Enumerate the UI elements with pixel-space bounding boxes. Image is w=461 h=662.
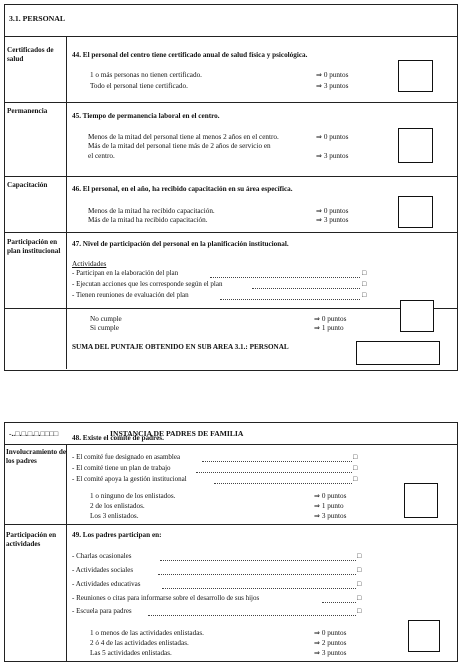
option-points: ⇒ 3 puntos [314, 512, 347, 520]
activity-item: - El comité fue designado en asamblea [72, 453, 181, 461]
option-text: 2 de los enlistados. [90, 502, 145, 510]
option-text: Más de la mitad ha recibido capacitación. [88, 216, 208, 224]
score-box-47[interactable] [400, 300, 434, 332]
checkbox[interactable]: □ [353, 475, 358, 483]
checkbox[interactable]: □ [362, 269, 367, 277]
label-involucramiento: Involucramiento de los padres [6, 448, 67, 465]
score-box-44[interactable] [398, 60, 433, 92]
option-points: ⇒ 3 puntos [314, 649, 347, 657]
score-box-45[interactable] [398, 128, 433, 163]
option-points: ⇒ 0 puntos [314, 315, 347, 323]
sum-label: SUMA DEL PUNTAJE OBTENIDO EN SUB AREA 3.1.: PERSONAL [72, 343, 289, 351]
padres-header: INSTANCIA DE PADRES DE FAMILIA [110, 429, 244, 438]
option-points: ⇒ 0 puntos [316, 133, 349, 141]
option-text: Los 3 enlistados. [90, 512, 139, 520]
score-box-48[interactable] [404, 483, 438, 518]
option-text: Las 5 actividades enlistadas. [90, 649, 172, 657]
checkbox[interactable]: □ [357, 566, 362, 574]
option-points: ⇒ 0 puntos [314, 492, 347, 500]
label-participacion-plan: Participación en plan institucional [7, 238, 61, 255]
activity-item: - Escuela para padres [72, 607, 132, 615]
padres-header-code: -..□.□.□.□.□□□□ [9, 429, 59, 438]
score-box-49[interactable] [408, 620, 440, 652]
option-text: Todo el personal tiene certificado. [90, 82, 188, 90]
question-49: 49. Los padres participan en: [72, 531, 162, 539]
option-points: ⇒ 1 punto [314, 324, 344, 332]
option-text: 2 ó 4 de las actividades enlistadas. [90, 639, 189, 647]
activity-item: - Actividades sociales [72, 566, 134, 574]
option-text: el centro. [88, 152, 115, 160]
label-certificados: Certificados de salud [7, 46, 54, 63]
question-47: 47. Nivel de participación del personal en la planificación institucional. [72, 240, 289, 248]
checkbox[interactable]: □ [357, 552, 362, 560]
activity-item: - El comité apoya la gestión institucional [72, 475, 187, 483]
activity-item: - Reuniones o citas para informarse sobre el desarrollo de sus hijos [72, 594, 260, 602]
option-text: 1 o menos de las actividades enlistadas. [90, 629, 204, 637]
option-text: No cumple [90, 315, 122, 323]
activity-item: - Tienen reuniones de evaluación del plan [72, 291, 189, 299]
option-points: ⇒ 0 puntos [316, 207, 349, 215]
option-points: ⇒ 2 puntos [314, 639, 347, 647]
activity-item: - Ejecutan acciones que les corresponde según el plan [72, 280, 223, 288]
option-points: ⇒ 0 puntos [314, 629, 347, 637]
option-points: ⇒ 3 puntos [316, 152, 349, 160]
activity-item: - Actividades educativas [72, 580, 141, 588]
checkbox[interactable]: □ [357, 607, 362, 615]
activities-subheading: Actividades [72, 260, 107, 268]
checkbox[interactable]: □ [353, 464, 358, 472]
checkbox[interactable]: □ [357, 580, 362, 588]
question-44: 44. El personal del centro tiene certificado anual de salud física y psicológica. [72, 51, 308, 59]
option-points: ⇒ 3 puntos [316, 82, 349, 90]
option-text: Más de la mitad del personal tiene más de 2 años de servicio en [88, 142, 271, 150]
activity-item: - Participan en la elaboración del plan [72, 269, 179, 277]
option-text: Menos de la mitad ha recibido capacitación. [88, 207, 215, 215]
activity-item: - El comité tiene un plan de trabajo [72, 464, 171, 472]
checkbox[interactable]: □ [362, 280, 367, 288]
checkbox[interactable]: □ [353, 453, 358, 461]
option-points: ⇒ 1 punto [314, 502, 344, 510]
checkbox[interactable]: □ [362, 291, 367, 299]
sum-box[interactable] [356, 341, 440, 365]
option-points: ⇒ 3 puntos [316, 216, 349, 224]
checkbox[interactable]: □ [357, 594, 362, 602]
option-text: 1 o ninguno de los enlistados. [90, 492, 176, 500]
label-permanencia: Permanencia [7, 107, 48, 115]
activity-item: - Charlas ocasionales [72, 552, 132, 560]
question-48: 48. Existe el comité de padres. [72, 434, 164, 442]
question-45: 45. Tiempo de permanencia laboral en el centro. [72, 112, 220, 120]
question-46: 46. El personal, en el año, ha recibido capacitación en su área específica. [72, 185, 293, 193]
label-capacitacion: Capacitación [7, 181, 48, 189]
score-box-46[interactable] [398, 196, 433, 228]
label-participacion-actividades: Participación en actividades [6, 531, 57, 548]
option-text: 1 o más personas no tienen certificado. [90, 71, 202, 79]
option-text: Si cumple [90, 324, 119, 332]
option-points: ⇒ 0 puntos [316, 71, 349, 79]
option-text: Menos de la mitad del personal tiene al menos 2 años en el centro. [88, 133, 279, 141]
personal-header: 3.1. PERSONAL [9, 14, 66, 23]
